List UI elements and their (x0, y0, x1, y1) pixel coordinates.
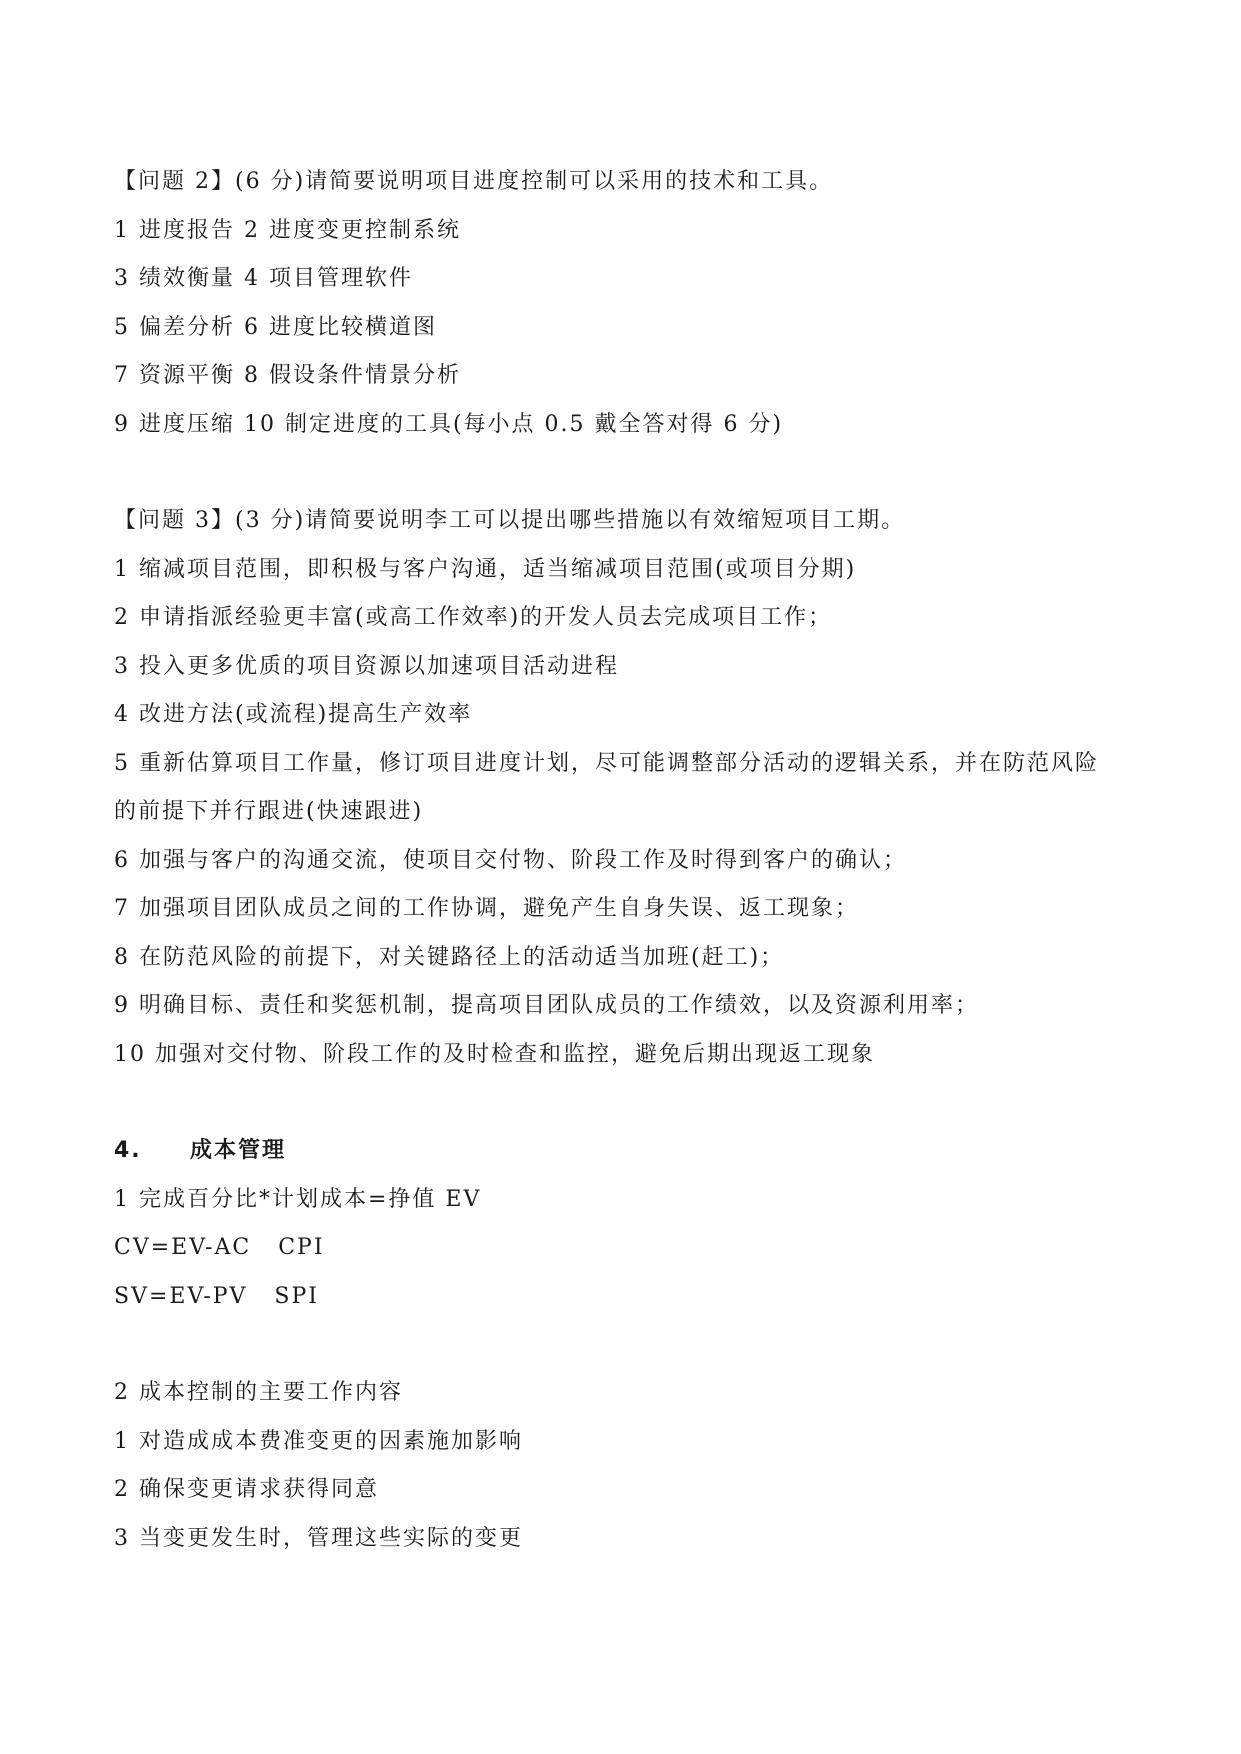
section-heading (114, 1127, 1134, 1176)
q3-line-3: 3 投入更多优质的项目资源以加速项目活动进程 (114, 653, 619, 679)
q3-line-9: 9 明确目标、责任和奖惩机制，提高项目团队成员的工作绩效，以及资源利用率； (114, 993, 979, 1018)
page-content (114, 158, 1134, 1563)
q3-line-8: 8 在防范风险的前提下，对关键路径上的活动适当加班(赶工)； (114, 944, 785, 970)
cost-line-3: SV=EV-PV SPI (114, 1283, 319, 1309)
cost-control-item-2: 2 确保变更请求获得同意 (114, 1477, 379, 1502)
q3-line-7: 7 加强项目团队成员之间的工作协调，避免产生自身失误、返工现象； (114, 896, 859, 921)
cost-line-2: CV=EV-AC CPI (114, 1235, 325, 1260)
section-title: 成本管理 (190, 1138, 287, 1163)
spacer (114, 1079, 1134, 1127)
question-2-title: 【问题 2】(6 分)请简要说明项目进度控制可以采用的技术和工具。 (114, 169, 834, 194)
section-number: 4. (114, 1138, 142, 1163)
question-3-title: 【问题 3】(3 分)请简要说明李工可以提出哪些措施以有效缩短项目工期。 (114, 508, 906, 533)
q3-line-5-cont: 的前提下并行跟进(快速跟进) (114, 799, 424, 824)
q3-line-1: 1 缩减项目范围，即积极与客户沟通，适当缩减项目范围(或项目分期) (114, 556, 857, 582)
q2-line-4: 7 资源平衡 8 假设条件情景分析 (114, 363, 461, 388)
cost-line-1: 1 完成百分比*计划成本=挣值 EV (114, 1186, 482, 1212)
q3-line-10: 10 加强对交付物、阶段工作的及时检查和监控，避免后期出现返工现象 (114, 1041, 875, 1067)
spacer (114, 449, 1134, 497)
spacer (114, 1321, 1134, 1369)
cost-control-title: 2 成本控制的主要工作内容 (114, 1380, 403, 1405)
cost-control-item-3: 3 当变更发生时，管理这些实际的变更 (114, 1525, 523, 1551)
q3-line-4: 4 改进方法(或流程)提高生产效率 (114, 702, 473, 727)
q3-line-5: 5 重新估算项目工作量，修订项目进度计划，尽可能调整部分活动的逻辑关系，并在防范风险 (114, 750, 1099, 776)
q3-line-2: 2 申请指派经验更丰富(或高工作效率)的开发人员去完成项目工作； (114, 605, 833, 630)
q2-line-2: 3 绩效衡量 4 项目管理软件 (114, 266, 413, 291)
q2-line-5: 9 进度压缩 10 制定进度的工具(每小点 0.5 戴全答对得 6 分) (114, 411, 784, 437)
q2-line-1: 1 进度报告 2 进度变更控制系统 (114, 217, 461, 243)
q3-line-6: 6 加强与客户的沟通交流，使项目交付物、阶段工作及时得到客户的确认； (114, 847, 907, 873)
cost-control-item-1: 1 对造成成本费准变更的因素施加影响 (114, 1428, 523, 1454)
q2-line-3: 5 偏差分析 6 进度比较横道图 (114, 314, 437, 340)
